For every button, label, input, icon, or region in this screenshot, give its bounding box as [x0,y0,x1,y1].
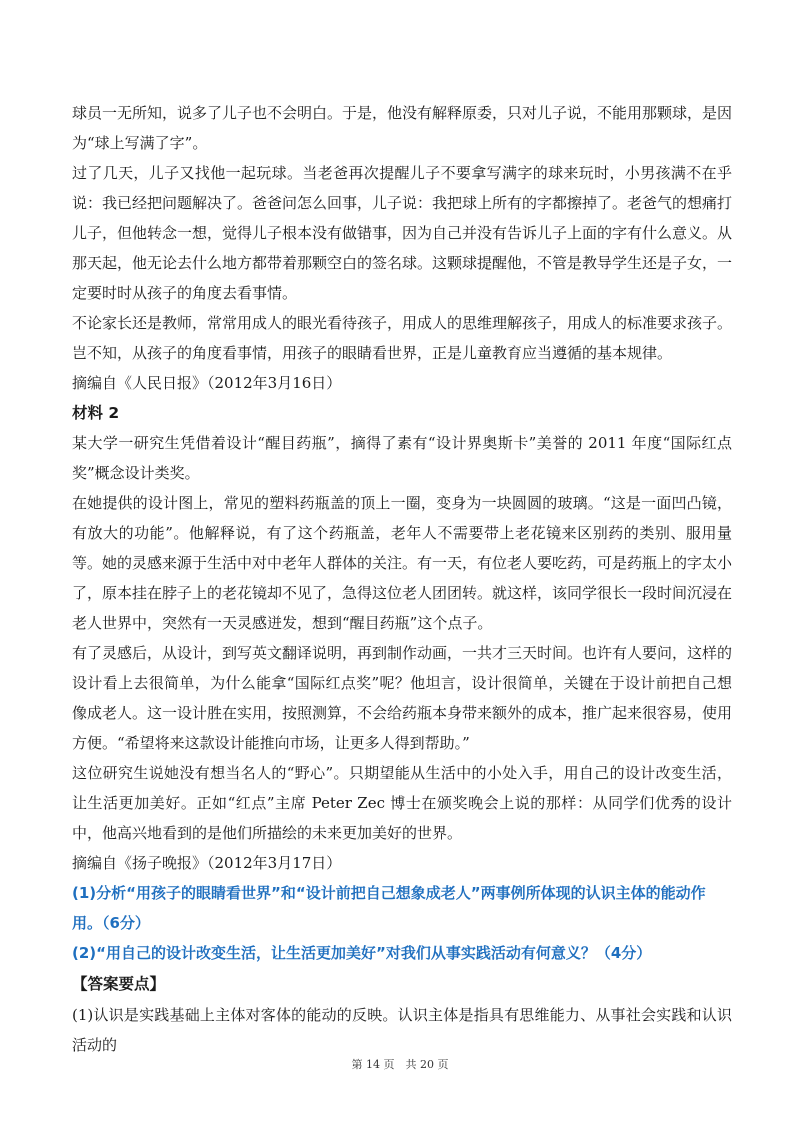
source-citation: 摘编自《扬子晚报》（2012年3月17日） [72,854,342,872]
source-citation: 摘编自《人民日报》（2012年3月16日） [72,374,342,392]
paragraph: 球员一无所知，说多了儿子也不会明白。于是，他没有解释原委，只对儿子说，不能用那颗球，是因为“球上写满了字”。 [72,104,733,152]
paragraph: 过了几天，儿子又找他一起玩球。当老爸再次提醒儿子不要拿写满字的球来玩时，小男孩满不在乎说：我已经把问题解决了。爸爸问怎么回事，儿子说：我把球上所有的字都擦掉了。老爸气的想痛打儿子，但他转念一想，觉得儿子根本没有做错事，因为自己并没有告诉儿子上面的字有什么意义。从那天起，他无论去什么地方都带着那颗空白的签名球。这颗球提醒他，不管是教导学生还是子女，一定要时时从孩子的角度去看事情。 [72,164,733,302]
paragraph: 有了灵感后，从设计，到写英文翻译说明，再到制作动画，一共才三天时间。也许有人要问，这样的设计看上去很简单，为什么能拿“国际红点奖”呢？他坦言，设计很简单，关键在于设计前把自己想像成老人。这一设计胜在实用，按照测算，不会给药瓶本身带来额外的成本，推广起来很容易，使用方便。“希望将来这款设计能推向市场，让更多人得到帮助。” [72,644,733,752]
page-content [72,98,732,1060]
question-2: (2)“用自己的设计改变生活，让生活更加美好”对我们从事实践活动有何意义？（4分） [72,944,652,962]
paragraph: 不论家长还是教师，常常用成人的眼光看待孩子，用成人的思维理解孩子，用成人的标准要求孩子。岂不知，从孩子的角度看事情，用孩子的眼睛看世界，正是儿童教育应当遵循的基本规律。 [72,314,733,362]
page-footer: 第 14 页 共 20 页 [351,1058,449,1071]
question-1: (1)分析“用孩子的眼睛看世界”和“设计前把自己想象成老人”两事例所体现的认识主体的能动作用。（6分） [72,884,706,932]
paragraph: 这位研究生说她没有想当名人的“野心”。只期望能从生活中的小处入手，用自己的设计改变生活，让生活更加美好。正如“红点”主席 Peter Zec 博士在颁奖晚会上说的那样：从同学们优秀的设计中，他高兴地看到的是他们所描绘的未来更加美好的世界。 [72,764,732,842]
answer-heading: 【答案要点】 [72,975,166,993]
material-2-heading: 材料 2 [72,404,120,422]
paragraph: 某大学一研究生凭借着设计“醒目药瓶”，摘得了素有“设计界奥斯卡”美誉的 2011 年度“国际红点奖”概念设计类奖。 [72,434,732,482]
paragraph: 在她提供的设计图上，常见的塑料药瓶盖的顶上一圈，变身为一块圆圆的玻璃。“这是一面凹凸镜，有放大的功能”。他解释说，有了这个药瓶盖，老年人不需要带上老花镜来区别药的类别、服用量等。她的灵感来源于生活中对中老年人群体的关注。有一天，有位老人要吃药，可是药瓶上的字太小了，原本挂在脖子上的老花镜却不见了，急得这位老人团团转。就这样，该同学很长一段时间沉浸在老人世界中，突然有一天灵感迸发，想到“醒目药瓶”这个点子。 [72,494,733,632]
answer-text: (1)认识是实践基础上主体对客体的能动的反映。认识主体是指具有思维能力、从事社会实践和认识活动的 [72,1006,732,1054]
